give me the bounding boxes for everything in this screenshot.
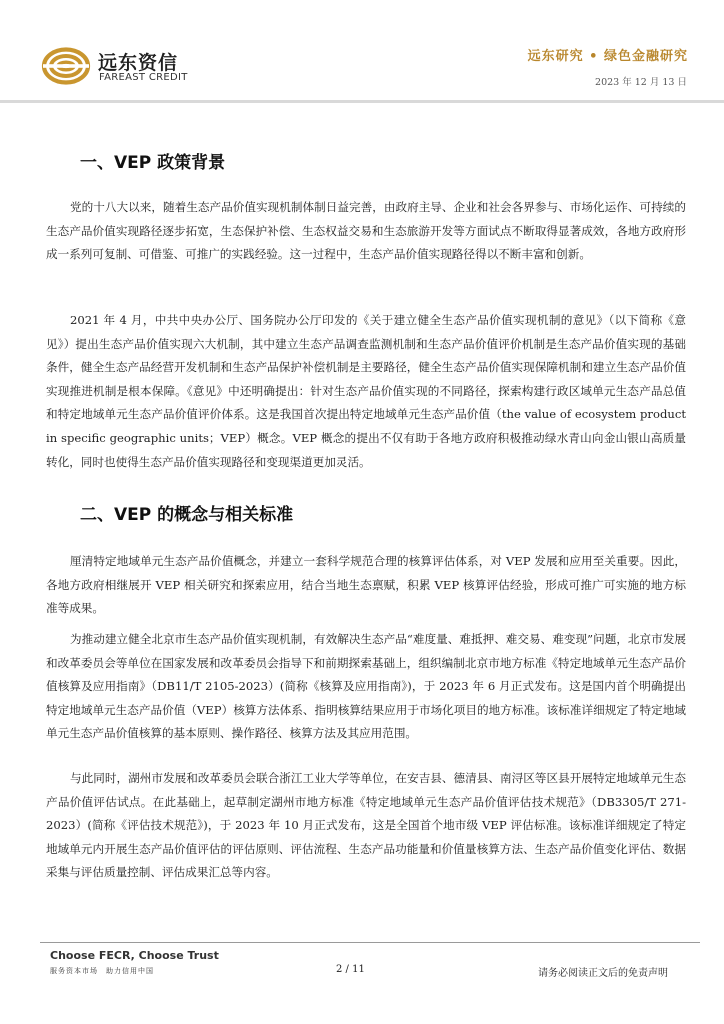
paragraph: 党的十八大以来，随着生态产品价值实现机制体制日益完善，由政府主导、企业和社会各界参与、市场化运作、可持续的生态产品价值实现路径逐步拓宽，生态保护补偿、生态权益交易和生态旅游开发等方面试点不断取得显著成效，各地方政府形成一系列可复制、可借鉴、可推广的实践经验。这一过程中，生态产品价值实现路径得以不断丰富和创新。 — [46, 200, 686, 262]
brand-name-cn: 远东资信 — [98, 52, 179, 74]
paragraph: 2021 年 4 月，中共中央办公厅、国务院办公厅印发的《关于建立健全生态产品价值实现机制的意见》（以下简称《意见》）提出生态产品价值实现六大机制，其中建立生态产品调查监测机制和生态产品价值评价机制是生态产品价值实现的基础条件，健全生态产品经营开发机制和生态产品保护补偿机制是主要路径，健全生态产品价值实现保障机制和建立生态产品价值实现推进机制是根本保障。《意见》中还明确提出：针对生态产品价值实现的不同路径，探索构建行政区域单元生态产品总值和特定地域单元生态产品价值评价体系。这是我国首次提出特定地域单元生态产品价值（the value of ecosystem product in specific geographic units；VEP）概念。VEP 概念的提出不仅有助于各地方政府积极推动绿水青山向金山银山高质量转化，同时也使得生态产品价值实现路径和变现渠道更加灵活。 — [46, 313, 686, 469]
page-number: 2 / 11 — [336, 964, 365, 975]
footer-divider — [40, 942, 700, 943]
page-header — [0, 0, 724, 104]
report-series: 远东研究 • 绿色金融研究 — [527, 49, 688, 64]
footer-subslogan: 服务资本市场 助力信用中国 — [50, 967, 154, 975]
brand-name-en: FAREAST CREDIT — [99, 72, 188, 83]
paragraph: 厘清特定地域单元生态产品价值概念，并建立一套科学规范合理的核算评估体系，对 VEP 发展和应用至关重要。因此，各地方政府相继展开 VEP 相关研究和探索应用，结合当地生态禀赋，积累 VEP 核算评估经验，形成可推广可实施的地方标准等成果。 — [46, 554, 686, 616]
paragraph: 为推动建立健全北京市生态产品价值实现机制，有效解决生态产品“难度量、难抵押、难交易、难变现”问题，北京市发展和改革委员会等单位在国家发展和改革委员会指导下和前期探索基础上，组织编制北京市地方标准《特定地域单元生态产品价值核算及应用指南》（DB11/T 2105-2023）(简称《核算及应用指南》)，于 2023 年 6 月正式发布。这是国内首个明确提出特定地域单元生态产品价值（VEP）核算方法体系、指明核算结果应用于市场化项目的地方标准。该标准详细规定了特定地域单元生态产品价值核算的基本原则、操作路径、核算方法及其应用范围。 — [46, 632, 686, 741]
header-divider — [0, 100, 724, 103]
report-date: 2023 年 12 月 13 日 — [595, 77, 687, 88]
footer-disclaimer: 请务必阅读正文后的免责声明 — [538, 968, 668, 979]
section-heading-policy-background: 一、VEP 政策背景 — [80, 153, 226, 173]
section-heading-vep-concept-standards: 二、VEP 的概念与相关标准 — [80, 505, 294, 525]
footer-slogan: Choose FECR, Choose Trust — [50, 949, 219, 962]
fareast-credit-logo-icon — [40, 46, 92, 86]
paragraph: 与此同时，湖州市发展和改革委员会联合浙江工业大学等单位，在安吉县、德清县、南浔区等区县开展特定地域单元生态产品价值评估试点。在此基础上，起草制定湖州市地方标准《特定地域单元生态产品价值评估技术规范》（DB3305/T 271-2023）(简称《评估技术规范》)，于 2023 年 10 月正式发布，这是全国首个地市级 VEP 评估标准。该标准详细规定了特定地域单元内开展生态产品价值评估的评估原则、评估流程、生态产品功能量和价值量核算方法、生态产品价值变化评估、数据采集与评估质量控制、评估成果汇总等内容。 — [46, 771, 686, 880]
